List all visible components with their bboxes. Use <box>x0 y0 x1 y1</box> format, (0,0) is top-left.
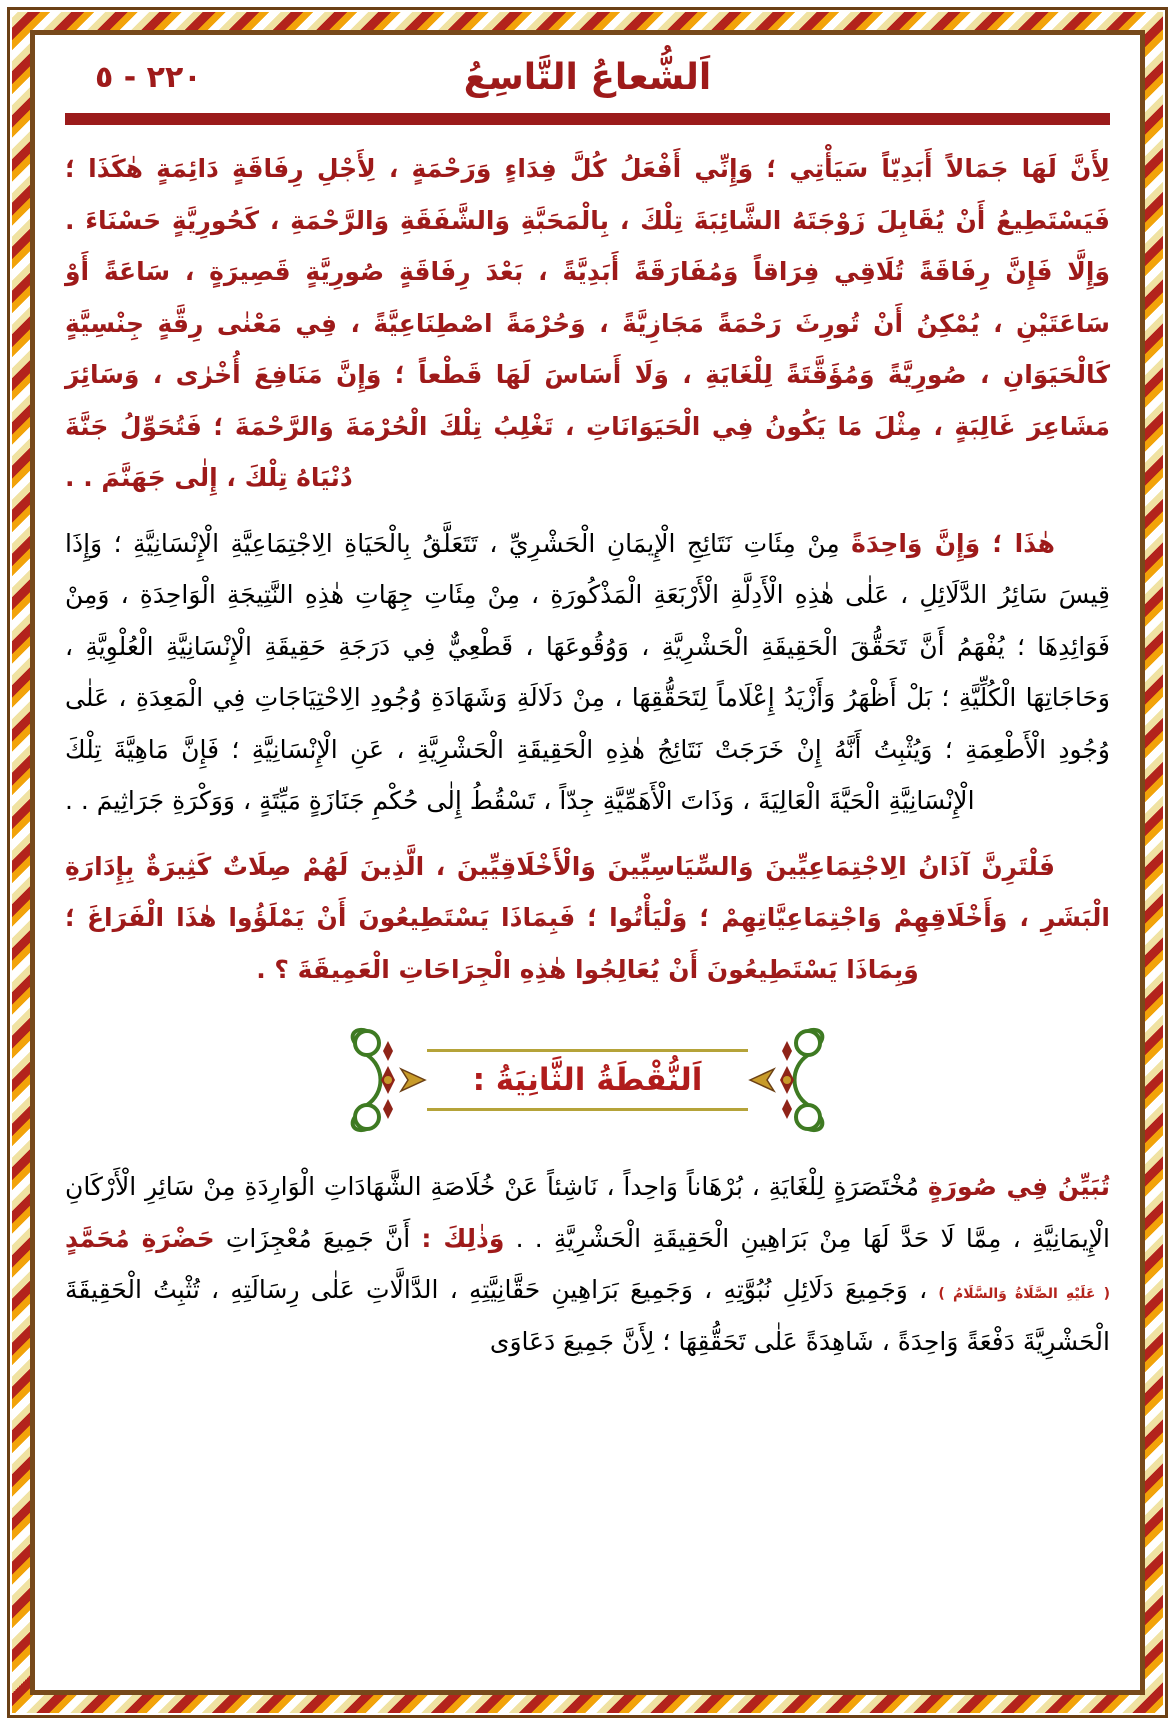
paragraph-4 <box>65 1161 1110 1367</box>
paragraph-4-body2: أَنَّ جَمِيعَ مُعْجِزَاتِ <box>225 1223 411 1253</box>
page-content-area <box>30 30 1145 1695</box>
decorative-border-outer <box>7 7 1168 1718</box>
paragraph-4-red2: وَذٰلِكَ : <box>421 1223 505 1253</box>
divider-label: اَلنُّقْطَةُ الثَّانِيَةُ : <box>472 1062 703 1098</box>
paragraph-1 <box>65 143 1110 504</box>
paragraph-4-lead: تُبَيِّنُ فِي صُورَةٍ <box>927 1172 1110 1201</box>
paragraph-4-red3: حَضْرَةِ مُحَمَّدٍ <box>65 1223 215 1253</box>
salawat-seal: ( عَلَيْهِ الصَّلَاةُ وَالسَّلَامُ ) <box>938 1286 1110 1302</box>
paragraph-4-body1: مُخْتَصَرَةٍ لِلْغَايَةِ ، بُرْهَاناً وَاحِداً ، نَاشِئاً عَنْ خُلَاصَةِ الشَّهَادَاتِ الْوَارِدَةِ مِنْ سَائِرِ الْأَرْكَانِ الْإِيمَانِيَّةِ ، مِمَّا لَا حَدَّ لَهَا مِنْ بَرَاهِينِ الْحَقِيقَةِ الْحَشْرِيَّةِ . . <box>65 1172 1111 1253</box>
section-divider <box>65 1021 1110 1139</box>
floral-ornament-icon <box>341 1021 427 1139</box>
paragraph-2 <box>65 518 1110 827</box>
paragraph-3-text: فَلْتَرِنَّ آذَانُ الِاجْتِمَاعِيِّينَ وَالسِّيَاسِيِّينَ وَالْأَخْلَاقِيِّينَ ، الَّذِينَ لَهُمْ صِلَاتٌ كَثِيرَةٌ بِإِدَارَةِ الْبَشَرِ ، وَأَخْلَاقِهِمْ وَاجْتِمَاعِيَّاتِهِمْ ؛ وَلْيَأْتُوا ؛ فَبِمَاذَا يَسْتَطِيعُونَ أَنْ يَمْلَؤُوا هٰذَا الْفَرَاغَ ؛ وَبِمَاذَا يَسْتَطِيعُونَ أَنْ يُعَالِجُوا هٰذِهِ الْجِرَاحَاتِ الْعَمِيقَةَ ؟ . <box>65 851 1110 984</box>
paragraph-2-body: مِنْ مِئَاتِ نَتَائِجِ الْإِيمَانِ الْحَشْرِيِّ ، تَتَعَلَّقُ بِالْحَيَاةِ الِاجْتِمَاعِيَّةِ الْإِنْسَانِيَّةِ ؛ وَإِذَا قِيسَ سَائِرُ الدَّلَائِلِ ، عَلٰى هٰذِهِ الْأَدِلَّةِ الْأَرْبَعَةِ الْمَذْكُورَةِ ، مِنْ مِئَاتِ جِهَاتِ هٰذِهِ النَّتِيجَةِ الْوَاحِدَةِ ، وَمِنْ فَوَائِدِهَا ؛ يُفْهَمُ أَنَّ تَحَقُّقَ الْحَقِيقَةِ الْحَشْرِيَّةِ ، وَوُقُوعَهَا ، قَطْعِيٌّ فِي دَرَجَةِ حَقِيقَةِ الْإِنْسَانِيَّةِ الْعُلْوِيَّةِ ، وَحَاجَاتِهَا الْكُلِّيَّةِ ؛ بَلْ أَظْهَرُ وَأَزْيَدُ إِعْلَاماً لِتَحَقُّقِهَا ، مِنْ دَلَالَةِ وَشَهَادَةِ وُجُودِ الِاحْتِيَاجَاتِ فِي الْمَعِدَةِ ، عَلٰى وُجُودِ الْأَطْعِمَةِ ؛ وَيُثْبِتُ أَنَّهُ إِنْ خَرَجَتْ نَتَائِجُ هٰذِهِ الْحَقِيقَةِ الْحَشْرِيَّةِ ، عَنِ الْإِنْسَانِيَّةِ ؛ فَإِنَّ مَاهِيَّةَ تِلْكَ الْإِنْسَانِيَّةِ الْحَيَّةَ الْعَالِيَةَ ، وَذَاتَ الْأَهَمِّيَّةِ جِدّاً ، تَسْقُطُ إِلٰى حُكْمِ جَنَازَةٍ مَيِّتَةٍ ، وَوَكْرَةِ جَرَاثِيمَ . . <box>65 528 1110 815</box>
paragraph-2-lead: هٰذَا ؛ وَإِنَّ وَاحِدَةً <box>851 528 1055 558</box>
page-title: اَلشُّعاعُ التَّاسِعُ <box>463 57 712 98</box>
paragraph-4-body3: ، وَجَمِيعَ دَلَائِلِ نُبُوَّتِهِ ، وَجَمِيعَ بَرَاهِينِ حَقَّانِيَّتِهِ ، الدَّالَّاتِ عَلٰى رِسَالَتِهِ ، تُثْبِتُ الْحَقِيقَةَ الْحَشْرِيَّةَ دَفْعَةً وَاحِدَةً ، شَاهِدَةً عَلٰى تَحَقُّقِهَا ؛ لِأَنَّ جَمِيعَ دَعَاوَى <box>65 1275 1110 1356</box>
paragraph-3 <box>65 841 1110 996</box>
header-rule <box>65 113 1110 125</box>
divider-cartouche <box>427 1049 749 1111</box>
paragraph-1-text: لِأَنَّ لَهَا جَمَالاً أَبَدِيّاً سَيَأْتِي ؛ وَإِنِّي أَفْعَلُ كُلَّ فِدَاءٍ وَرَحْمَةٍ ، لِأَجْلِ رِفَاقَةٍ دَائِمَةٍ هٰكَذَا ؛ فَيَسْتَطِيعُ أَنْ يُقَابِلَ زَوْجَتَهُ الشَّائِبَةَ تِلْكَ ، بِالْمَحَبَّةِ وَالشَّفَقَةِ وَالرَّحْمَةِ ، كَحُورِيَّةٍ حَسْنَاءَ . وَإِلَّا فَإِنَّ رِفَاقَةً تُلَاقِي فِرَاقاً وَمُفَارَقَةً أَبَدِيَّةً ، بَعْدَ رِفَاقَةٍ صُورِيَّةٍ قَصِيرَةٍ ، سَاعَةً أَوْ سَاعَتَيْنِ ، يُمْكِنُ أَنْ تُورِثَ رَحْمَةً مَجَازِيَّةً ، وَحُرْمَةً اصْطِنَاعِيَّةً ، فِي مَعْنٰى رِقَّةٍ جِنْسِيَّةٍ كَالْحَيَوَانِ ، صُورِيَّةً وَمُؤَقَّتَةً لِلْغَايَةِ ، وَلَا أَسَاسَ لَهَا قَطْعاً ؛ وَإِنَّ مَنَافِعَ أُخْرٰى ، وَسَائِرَ مَشَاعِرَ غَالِبَةٍ ، مِثْلَ مَا يَكُونُ فِي الْحَيَوَانَاتِ ، تَغْلِبُ تِلْكَ الْحُرْمَةَ وَالرَّحْمَةَ ؛ فَتُحَوِّلُ جَنَّةَ دُنْيَاهُ تِلْكَ ، إِلٰى جَهَنَّمَ . . <box>65 154 1110 492</box>
decorative-chain-border <box>12 12 1163 1713</box>
page-number: ٢٢٠ - ٥ <box>95 60 202 95</box>
floral-ornament-icon <box>748 1021 834 1139</box>
page-header <box>65 49 1110 107</box>
